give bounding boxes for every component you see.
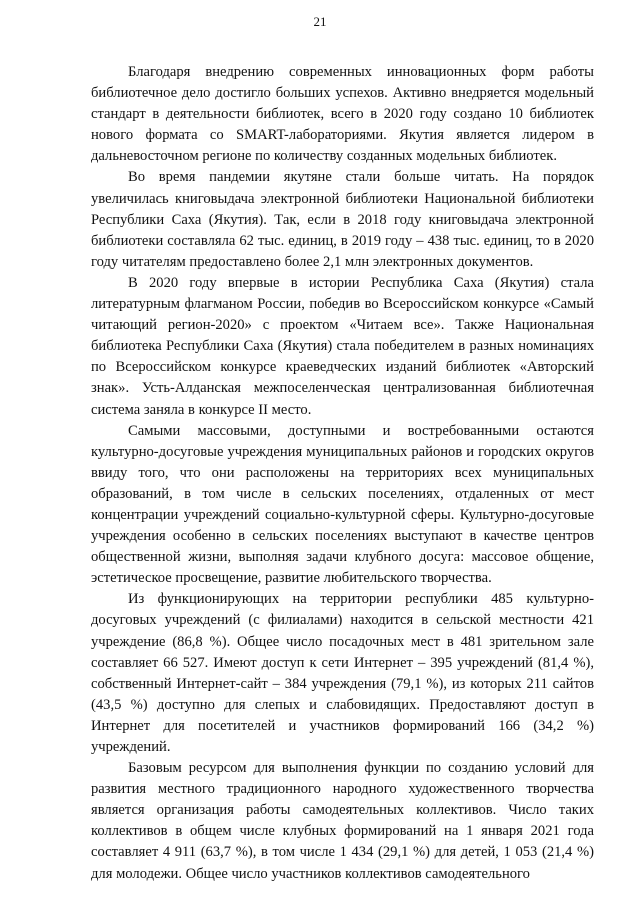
paragraph-amateur-collectives: Базовым ресурсом для выполнения функции по созданию условий для развития местного традиционного народного художественного творчества является организация работы самодеятельных коллективов. Число таких коллективов в общем числе клубных формирований на 1 января 2021 года составляет 4 911 (63,7 %), в том числе 1 434 (29,1 %) для детей, 1 053 (21,4 %) для молодежи. Общее число участников коллективов самодеятельного xyxy=(91,760,594,882)
paragraph-pandemic-reading: Во время пандемии якутяне стали больше читать. На порядок увеличилась книговыдача электронной библиотеки Национальной библиотеки Республики Саха (Якутия). Так, если в 2018 году книговыдача электронной библиотеки составляла 62 тыс. единиц, в 2019 году – 438 тыс. единиц, то в 2020 году читателям предоставлено более 2,1 млн электронных документов. xyxy=(91,169,594,270)
paragraph-library-innovations: Благодаря внедрению современных инновационных форм работы библиотечное дело достигло больших успехов. Активно внедряется модельный стандарт в деятельности библиотек, всего в 2020 году создано 10 библиотек нового формата со SMART-лабораториями. Якутия является лидером в дальневосточном регионе по количеству созданных модельных библиотек. xyxy=(91,64,594,165)
paragraph-institution-statistics: Из функционирующих на территории республики 485 культурно-досуговых учреждений (с филиалами) находится в сельской местности 421 учреждение (86,8 %). Общее число посадочных мест в 481 зрительном зале составляет 66 527. Имеют доступ к сети Интернет – 395 учреждений (81,4 %), собственный Интернет-сайт – 384 учреждения (79,1 %), из которых 211 сайтов (43,5 %) доступно для слепых и слабовидящих. Предоставляют доступ в Интернет для посетителей и участников формирований 166 (34,2 %) учреждений. xyxy=(91,591,594,755)
paragraph-cultural-leisure-institutions: Самыми массовыми, доступными и востребованными остаются культурно-досуговые учреждения муниципальных районов и городских округов ввиду того, что они расположены на территориях всех муниципальных образований, в том числе в сельских поселениях, отдаленных от мест концентрации учреждений социально-культурной сферы. Культурно-досуговые учреждения особенно в сельских поселениях выступают в качестве центров общественной жизни, выполняя задачи клубного досуга: массовое общение, эстетическое просвещение, развитие любительского творчества. xyxy=(91,422,594,587)
paragraph-literary-flagship: В 2020 году впервые в истории Республика Саха (Якутия) стала литературным флагманом России, победив во Всероссийском конкурсе «Самый читающий регион-2020» с проектом «Читаем все». Также Национальная библиотека Республики Саха (Якутия) стала победителем в разных номинациях по Всероссийском конкурсе краеведческих изданий библиотек «Авторский знак». Усть-Алданская межпоселенческая централизованная библиотечная система заняла в конкурсе II место. xyxy=(91,274,594,418)
document-body xyxy=(91,62,594,885)
page-number: 21 xyxy=(313,14,327,29)
